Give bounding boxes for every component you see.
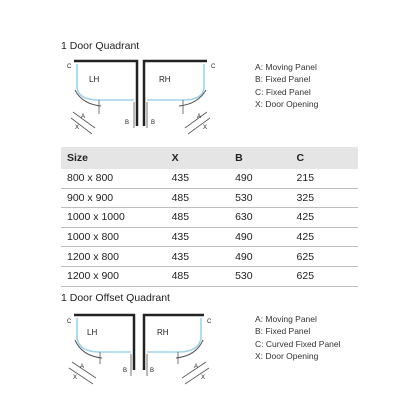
label-x: X (75, 125, 80, 131)
cell-size: 1200 x 900 (61, 266, 172, 286)
label-c-rh: C (211, 64, 216, 70)
label-a-rh-offset: A (194, 364, 199, 370)
legend-quadrant (255, 61, 318, 111)
legend-item: X: Door Opening (255, 99, 319, 110)
lh-offset-quadrant-plan (67, 315, 134, 384)
cell-x: 485 (172, 266, 235, 286)
section-title-offset-quadrant: 1 Door Offset Quadrant (61, 292, 170, 304)
table-row (61, 169, 358, 188)
cell-size: 1000 x 1000 (61, 208, 172, 228)
cell-c: 625 (297, 247, 358, 267)
label-a-offset: A (80, 364, 85, 370)
header-size: Size (61, 147, 172, 169)
header-b: B (235, 147, 296, 169)
legend-item: C: Curved Fixed Panel (255, 338, 341, 349)
legend-item: A: Moving Panel (255, 62, 317, 72)
lh-label: LH (89, 75, 100, 84)
header-c: C (297, 147, 358, 169)
cell-c: 625 (297, 266, 358, 286)
cell-x: 485 (172, 208, 235, 228)
quadrant-diagram (55, 56, 225, 138)
header-x: X (172, 147, 235, 169)
cell-x: 485 (172, 188, 235, 208)
table-row (61, 247, 358, 267)
cell-c: 215 (297, 169, 358, 188)
cell-c: 425 (297, 227, 358, 247)
label-c: C (67, 64, 72, 70)
cell-b: 490 (235, 227, 296, 247)
cell-b: 530 (235, 188, 296, 208)
table-row (61, 188, 358, 208)
cell-size: 800 x 800 (61, 169, 172, 188)
legend-item: C: Fixed Panel (255, 86, 311, 97)
cell-b: 490 (235, 247, 296, 267)
rh-label-offset: RH (157, 328, 169, 337)
label-x-rh: X (203, 125, 208, 131)
table-row (61, 208, 358, 228)
table-row (61, 227, 358, 247)
label-b-rh: B (151, 120, 156, 126)
rh-quadrant-plan (144, 61, 216, 134)
label-b-rh-offset: B (150, 368, 155, 374)
cell-b: 630 (235, 208, 296, 228)
cell-c: 325 (297, 188, 358, 208)
cell-x: 435 (172, 227, 235, 247)
cell-size: 1000 x 800 (61, 227, 172, 247)
label-b-offset: B (123, 368, 128, 374)
legend-item: A: Moving Panel (255, 314, 317, 324)
cell-x: 435 (172, 169, 235, 188)
cell-c: 425 (297, 208, 358, 228)
cell-x: 435 (172, 247, 235, 267)
section-title-quadrant: 1 Door Quadrant (61, 40, 140, 52)
table-header-row (61, 147, 358, 169)
label-a: A (81, 114, 86, 120)
cell-b: 490 (235, 169, 296, 188)
label-b: B (125, 120, 130, 126)
table-row (61, 266, 358, 286)
label-a-rh: A (197, 114, 202, 120)
lh-quadrant-plan (67, 61, 137, 134)
legend-item: B: Fixed Panel (255, 74, 311, 85)
legend-offset-quadrant (255, 313, 341, 363)
rh-label: RH (159, 75, 171, 84)
legend-item: X: Door Opening (255, 351, 319, 362)
label-x-offset: X (73, 375, 78, 381)
label-c-rh-offset: C (207, 319, 212, 325)
lh-label-offset: LH (87, 328, 98, 337)
label-x-rh-offset: X (201, 375, 206, 381)
rh-offset-quadrant-plan (144, 315, 212, 384)
offset-quadrant-diagram (60, 308, 220, 390)
legend-item: B: Fixed Panel (255, 326, 311, 337)
cell-size: 1200 x 800 (61, 247, 172, 267)
cell-b: 530 (235, 266, 296, 286)
cell-size: 900 x 900 (61, 188, 172, 208)
label-c-offset: C (67, 319, 72, 325)
size-table (61, 147, 358, 287)
